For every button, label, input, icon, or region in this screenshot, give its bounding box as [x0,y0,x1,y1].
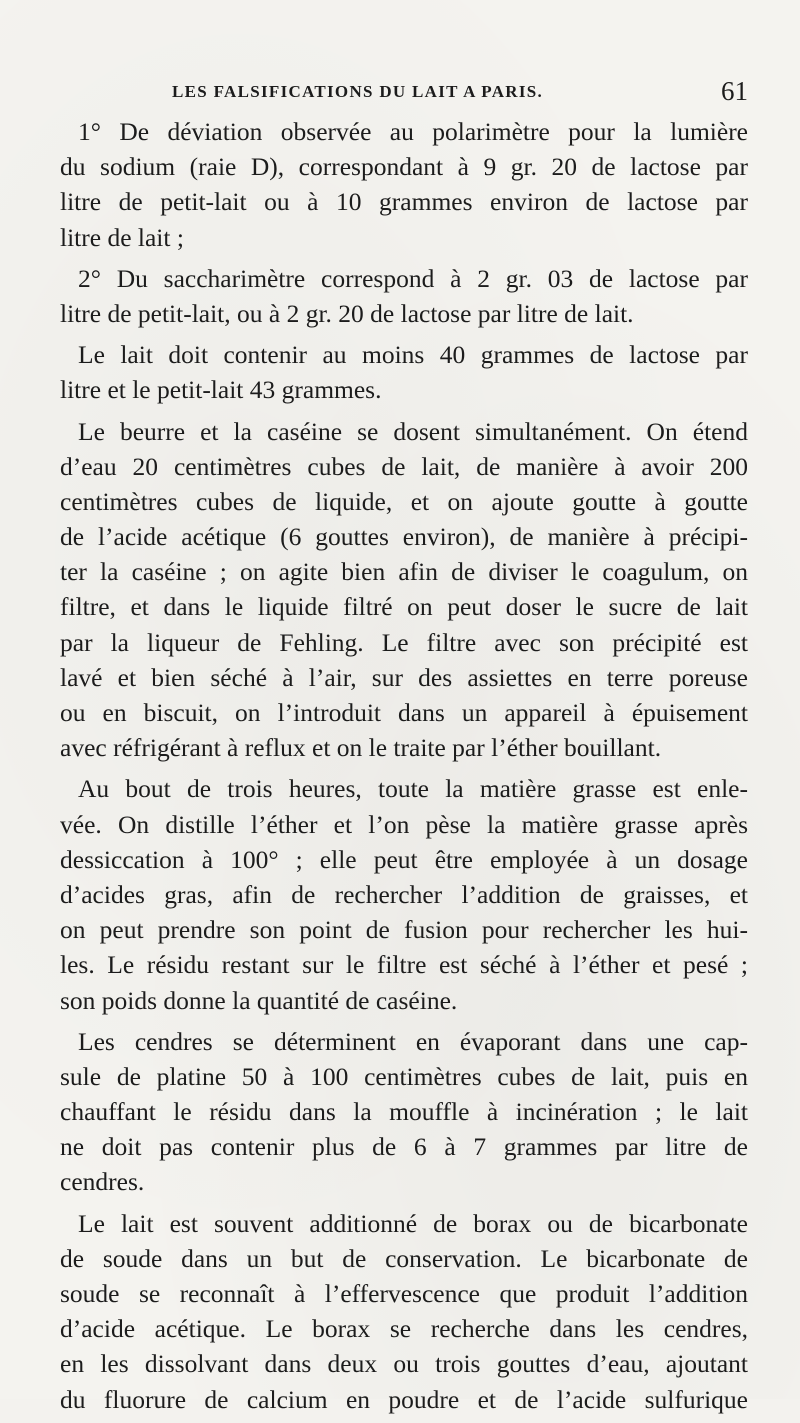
text-line: filtre, et dans le liquide filtré on peut doser le sucre de lait [60,592,748,622]
text-line: dessiccation à 100° ; elle peut être employée à un dosage [60,844,748,874]
text-line: on peut prendre son point de fusion pour rechercher les hui- [60,915,748,945]
text-line: centimètres cubes de liquide, et on ajoute goutte à goutte [60,486,748,516]
text-line: Au bout de trois heures, toute la matière grasse est enle- [78,774,748,804]
text-line: litre de petit-lait ou à 10 grammes environ de lactose par [60,187,748,217]
text-line: Le lait doit contenir au moins 40 grammes de lactose par [78,340,748,370]
paragraph-lactose-minimum [60,337,748,407]
text-line: du fluorure de calcium en poudre et de l’acide sulfurique [60,1384,748,1414]
text-line: lavé et bien séché à l’air, sur des assiettes en terre poreuse [60,662,748,692]
text-line: de soude dans un but de conservation. Le bicarbonate de [60,1243,748,1273]
text-line: chauffant le résidu dans la mouffle à incinération ; le lait [60,1097,748,1127]
text-line: d’acides gras, afin de rechercher l’addition de graisses, et [60,879,748,909]
text-line: litre de petit-lait, ou à 2 gr. 20 de lactose par litre de lait. [60,298,634,328]
text-line: d’acide acétique. Le borax se recherche dans les cendres, [60,1314,748,1344]
text-line: Le lait est souvent additionné de borax ou de bicarbonate [78,1208,748,1238]
text-line: en les dissolvant dans deux ou trois gouttes d’eau, ajoutant [60,1349,748,1379]
text-line: sule de platine 50 à 100 centimètres cubes de lait, puis en [60,1061,748,1091]
paragraph-fat-extraction [60,771,748,1017]
text-line: Les cendres se déterminent en évaporant dans une cap- [78,1026,748,1056]
text-line: ter la caséine ; on agite bien afin de diviser le coagulum, on [60,557,748,587]
text-line: vée. On distille l’éther et l’on pèse la matière grasse après [60,809,748,839]
text-line: d’eau 20 centimètres cubes de lait, de manière à avoir 200 [60,451,748,481]
text-line: de l’acide acétique (6 gouttes environ), de manière à précipi- [60,522,748,552]
running-title: LES FALSIFICATIONS DU LAIT A PARIS. [172,82,544,101]
paragraph-saccharimeter [60,261,748,331]
paragraph-ashes [60,1024,748,1200]
page-number: 61 [721,76,748,106]
text-line: litre de lait ; [60,222,184,252]
text-line: du sodium (raie D), correspondant à 9 gr. 20 de lactose par [60,152,748,182]
text-line: cendres. [60,1167,145,1197]
text-line: ne doit pas contenir plus de 6 à 7 grammes par litre de [60,1132,748,1162]
paragraph-butter-casein [60,414,748,766]
text-line: litre et le petit-lait 43 grammes. [60,375,382,405]
text-line: par la liqueur de Fehling. Le filtre avec son précipité est [60,627,748,657]
text-line: soude se reconnaît à l’effervescence que produit l’addition [60,1279,748,1308]
text-line: Le beurre et la caséine se dosent simultanément. On étend [78,416,748,446]
text-line: les. Le résidu restant sur le filtre est séché à l’éther et pesé ; [60,950,748,980]
text-line: 2° Du saccharimètre correspond à 2 gr. 03 de lactose par [78,263,748,293]
text-line: 1° De déviation observée au polarimètre pour la lumière [78,117,748,146]
text-line: ou en biscuit, on l’introduit dans un appareil à épuisement [60,698,748,727]
text-line: son poids donne la quantité de caséine. [60,985,458,1015]
paragraph-borax-bicarbonate [60,1206,748,1417]
page-header [60,76,748,112]
paragraph-polarimeter [60,114,748,255]
text-line: avec réfrigérant à reflux et on le traite par l’éther bouillant. [60,733,662,763]
body-text [60,114,748,1423]
